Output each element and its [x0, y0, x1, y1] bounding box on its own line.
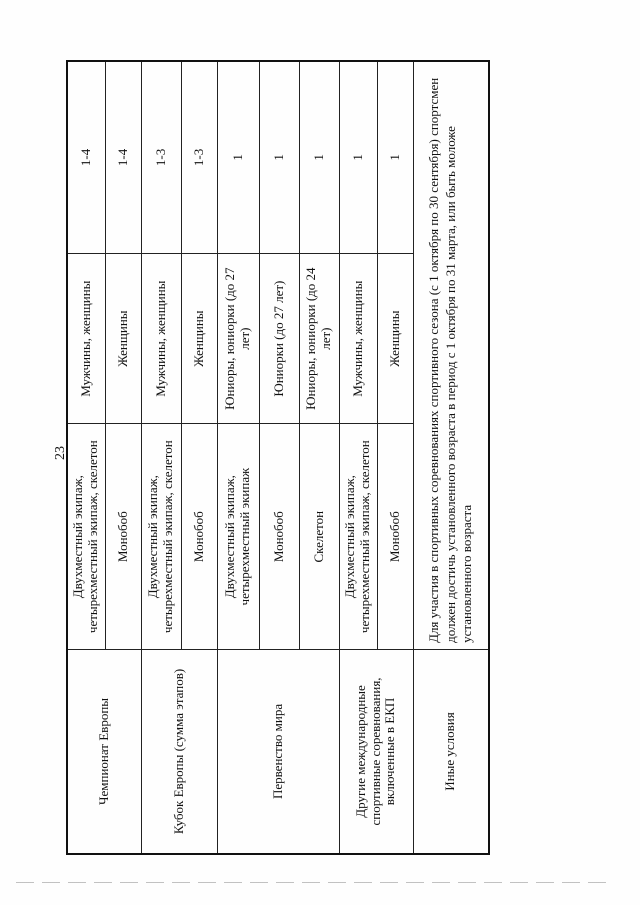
- discipline-cell: Монобоб: [105, 424, 141, 650]
- table-row: [67, 61, 105, 854]
- group-cell: Юниорки (до 27 лет): [259, 253, 299, 424]
- places-cell: 1: [299, 61, 339, 253]
- group-cell: Юниоры, юниорки (до 27 лет): [217, 253, 259, 424]
- qualification-table: [66, 60, 490, 855]
- group-cell: Женщины: [377, 253, 413, 424]
- discipline-cell: Двухместный экипаж, четырехместный экипаж: [217, 424, 259, 650]
- table-row: [217, 61, 259, 854]
- table-row: [339, 61, 377, 854]
- group-cell: Мужчины, женщины: [339, 253, 377, 424]
- group-cell: Женщины: [105, 253, 141, 424]
- other-conditions-label: Иные условия: [413, 649, 489, 854]
- places-cell: 1: [217, 61, 259, 253]
- competition-cell: Первенство мира: [217, 649, 339, 854]
- competition-cell: Другие международные спортивные соревнования, включенные в ЕКП: [339, 649, 413, 854]
- places-cell: 1-4: [105, 61, 141, 253]
- competition-cell: Чемпионат Европы: [67, 649, 141, 854]
- other-conditions-text: Для участия в спортивных соревнованиях спортивного сезона (с 1 октября по 30 сентября) спортсмен должен достичь установленного возраста в период с 1 октября по 31 марта, или быть моложе установленного возраста: [413, 61, 489, 649]
- group-cell: Юниоры, юниорки (до 24 лет): [299, 253, 339, 424]
- group-cell: Мужчины, женщины: [67, 253, 105, 424]
- discipline-cell: Монобоб: [181, 424, 217, 650]
- places-cell: 1: [259, 61, 299, 253]
- discipline-cell: Монобоб: [377, 424, 413, 650]
- group-cell: Мужчины, женщины: [141, 253, 181, 424]
- places-cell: 1-3: [141, 61, 181, 253]
- table-row: [141, 61, 181, 854]
- places-cell: 1: [339, 61, 377, 253]
- places-cell: 1: [377, 61, 413, 253]
- discipline-cell: Двухместный экипаж, четырехместный экипаж, скелетон: [67, 424, 105, 650]
- places-cell: 1-3: [181, 61, 217, 253]
- discipline-cell: Двухместный экипаж, четырехместный экипаж, скелетон: [339, 424, 377, 650]
- places-cell: 1-4: [67, 61, 105, 253]
- rotated-table-container: [66, 60, 488, 855]
- scan-edge-line: [16, 882, 614, 883]
- page-number: 23: [53, 446, 68, 460]
- discipline-cell: Монобоб: [259, 424, 299, 650]
- group-cell: Женщины: [181, 253, 217, 424]
- discipline-cell: Двухместный экипаж, четырехместный экипаж, скелетон: [141, 424, 181, 650]
- other-conditions-row: [413, 61, 489, 854]
- discipline-cell: Скелетон: [299, 424, 339, 650]
- competition-cell: Кубок Европы (сумма этапов): [141, 649, 217, 854]
